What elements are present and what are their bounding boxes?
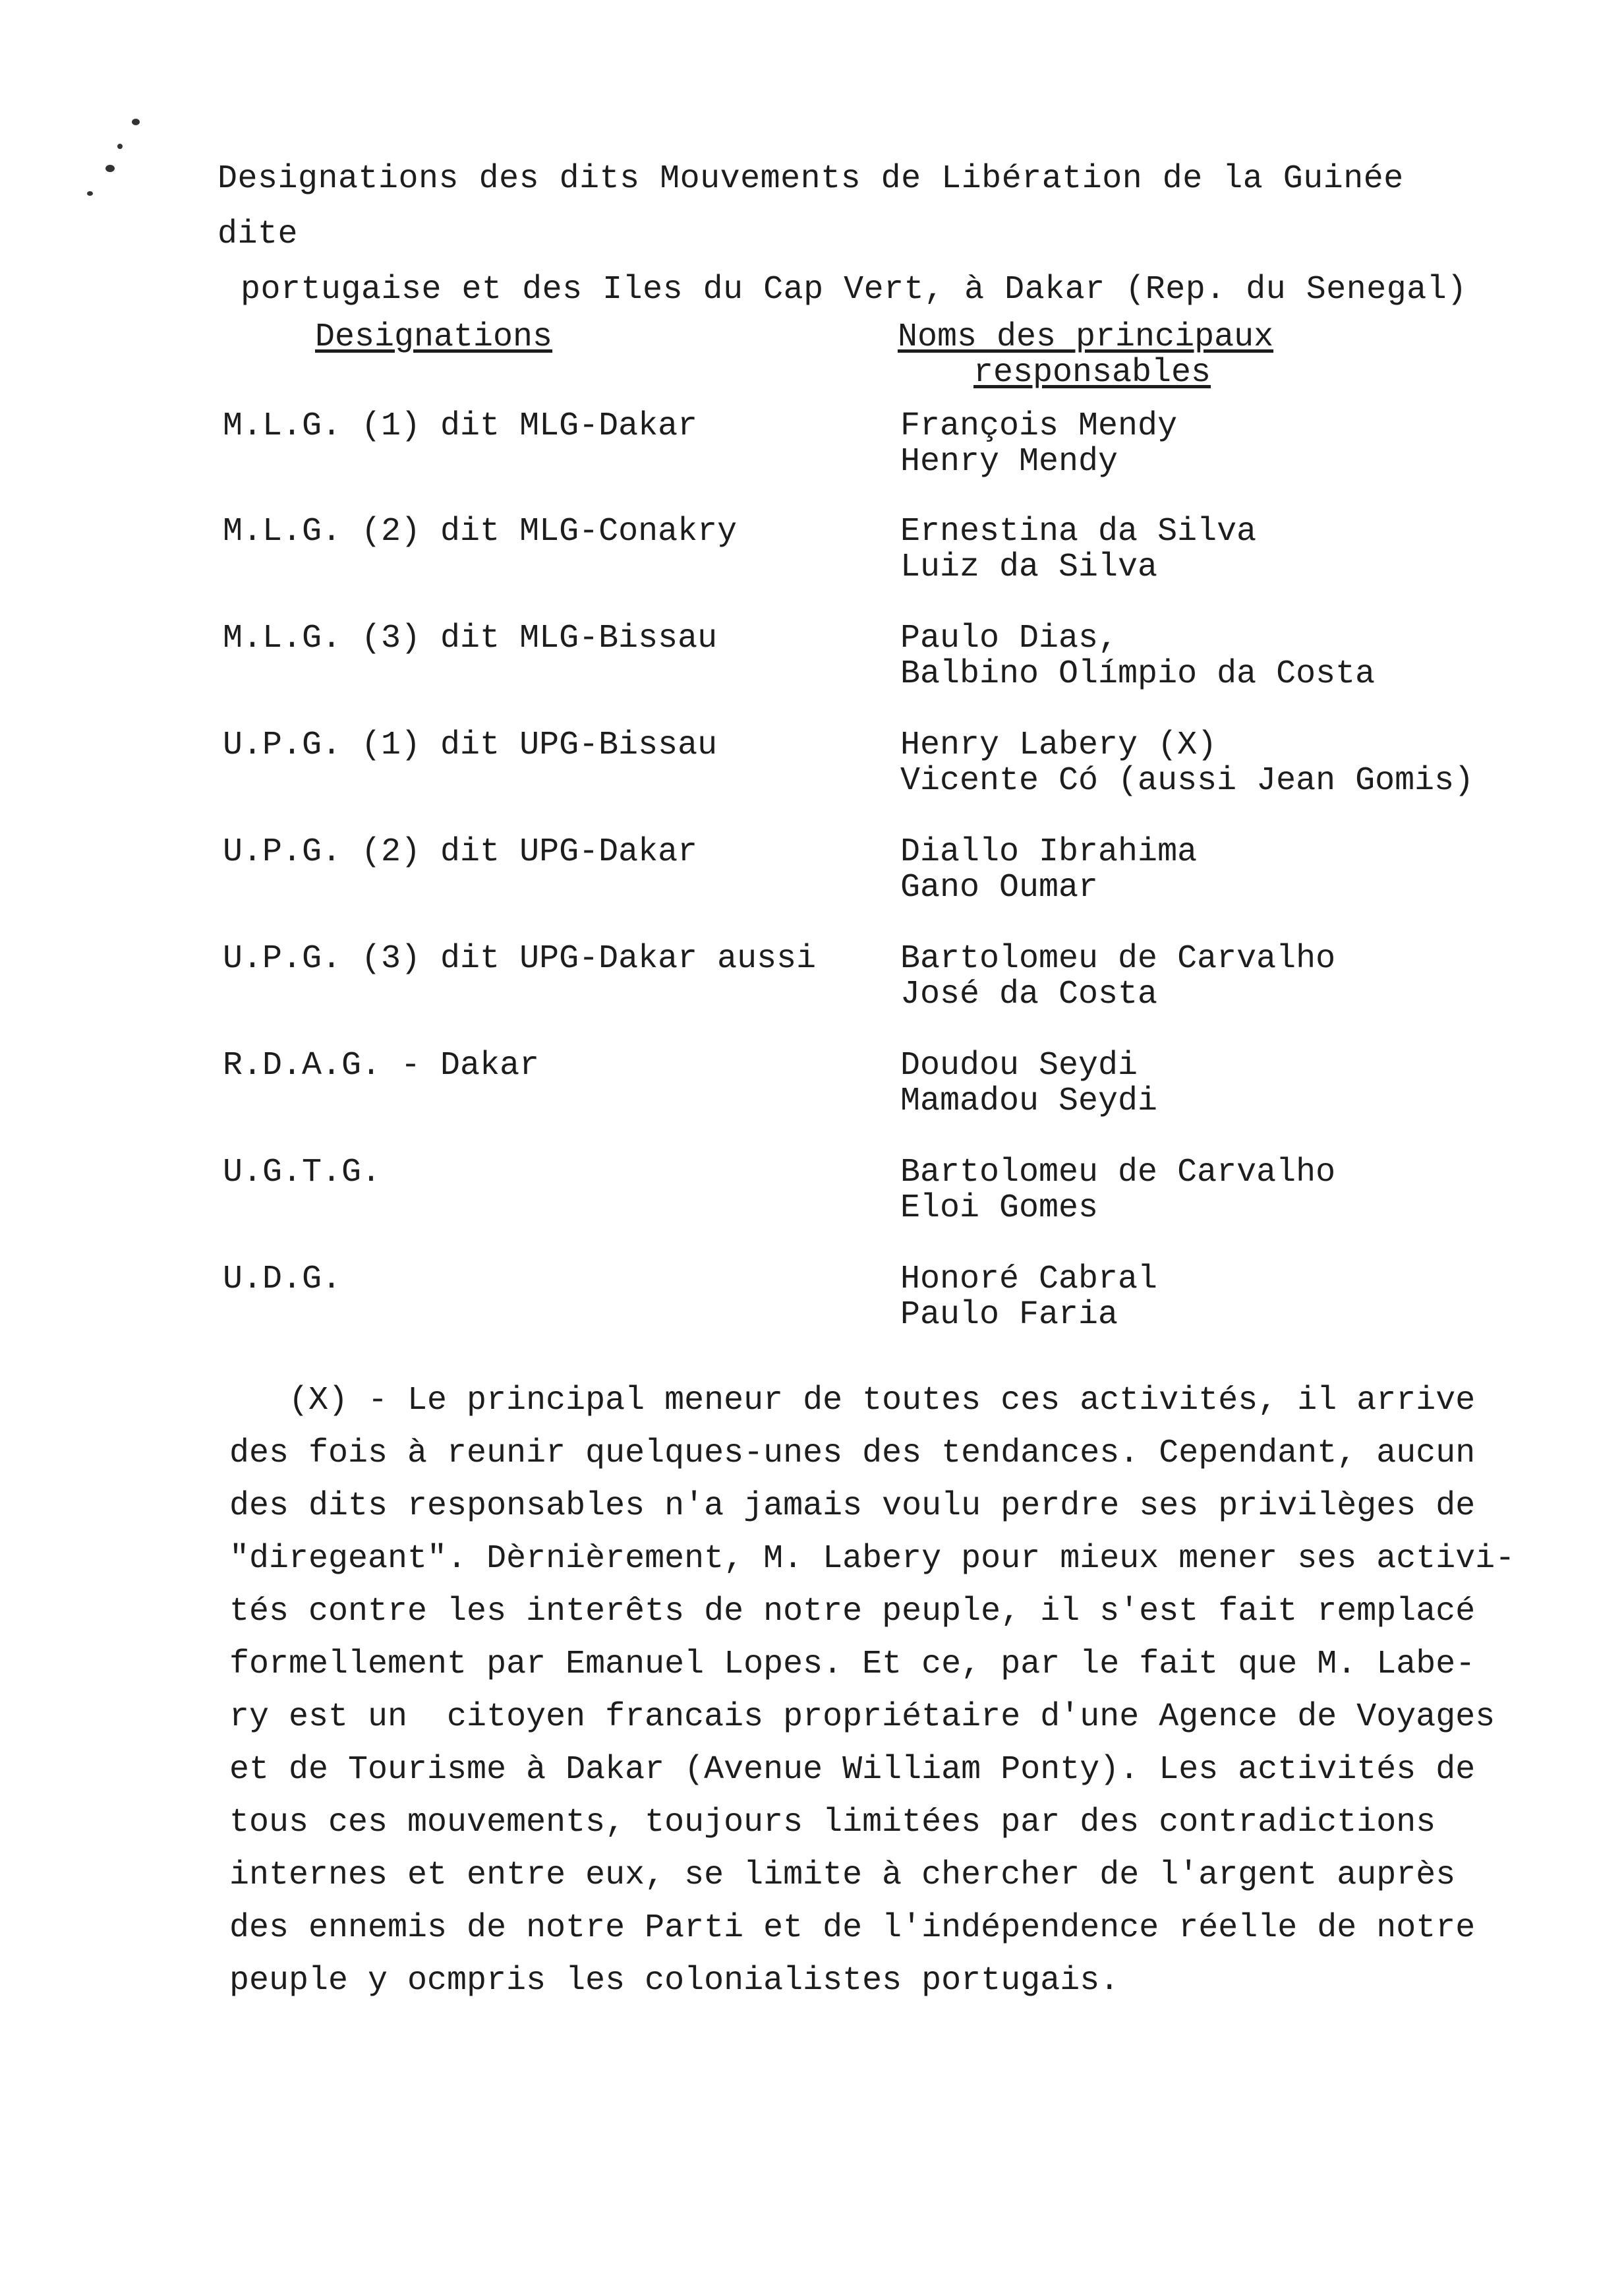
names-cell [900,941,1335,1013]
names-cell [900,514,1256,585]
names-cell [900,835,1197,906]
note-line: internes et entre eux, se limite à chercher de l'argent auprès [229,1857,1456,1894]
designation-cell: U.G.T.G. [223,1154,382,1191]
designation-cell: U.P.G. (1) dit UPG-Bissau [223,727,718,764]
name-line: François Mendy [900,407,1178,445]
names-cell [900,1262,1157,1333]
names-cell [900,409,1177,480]
scan-speck [132,119,140,125]
note-line: des fois à reunir quelques-unes des tendances. Cependant, aucun [229,1435,1476,1472]
note-line: des dits responsables n'a jamais voulu perdre ses privilèges de [229,1487,1476,1525]
note-line: tés contre les interêts de notre peuple, il s'est fait remplacé [229,1593,1476,1630]
title-line-1: Designations des dits Mouvements de Libération de la Guinée dite [218,160,1404,253]
designation-cell: M.L.G. (1) dit MLG-Dakar [223,407,698,445]
name-line: Bartolomeu de Carvalho [900,940,1336,978]
footnote-paragraph [229,1375,1515,2007]
note-line: des ennemis de notre Parti et de l'indépendence réelle de notre [229,1909,1476,1947]
note-line: "diregeant". Dèrnièrement, M. Labery pour mieux mener ses activi- [229,1540,1515,1578]
note-line: tous ces mouvements, toujours limitées par des contradictions [229,1804,1436,1841]
column-header-names-line-1: Noms des principaux [898,318,1274,356]
name-line: Gano Oumar [900,869,1099,907]
name-line: Vicente Có (aussi Jean Gomis) [900,762,1474,800]
document-title [218,152,1503,318]
names-cell [900,621,1375,692]
name-line: Bartolomeu de Carvalho [900,1154,1336,1191]
name-line: Luiz da Silva [900,549,1158,586]
names-cell [900,1048,1157,1119]
names-cell [900,728,1474,799]
name-line: Mamadou Seydi [900,1083,1158,1120]
name-line: Ernestina da Silva [900,513,1257,550]
name-line: Balbino Olímpio da Costa [900,655,1376,693]
designation-cell: U.D.G. [223,1261,342,1298]
note-line: (X) - Le principal meneur de toutes ces activités, il arrive [229,1382,1476,1419]
note-line: formellement par Emanuel Lopes. Et ce, par le fait que M. Labe- [229,1646,1476,1683]
name-line: José da Costa [900,976,1158,1013]
designation-cell: M.L.G. (2) dit MLG-Conakry [223,513,738,550]
scan-speck [87,191,93,196]
name-line: Eloi Gomes [900,1189,1099,1227]
name-line: Doudou Seydi [900,1047,1138,1085]
name-line: Honoré Cabral [900,1261,1158,1298]
scan-speck [117,144,123,149]
names-cell [900,1155,1335,1226]
note-line: et de Tourisme à Dakar (Avenue William Ponty). Les activités de [229,1751,1476,1789]
name-line: Henry Labery (X) [900,727,1217,764]
scan-speck [105,165,115,172]
note-line: ry est un citoyen francais propriétaire d'une Agence de Voyages [229,1698,1495,1736]
name-line: Paulo Dias, [900,620,1118,657]
column-header-names-line-2: responsables [973,354,1211,392]
designation-cell: R.D.A.G. - Dakar [223,1047,540,1085]
column-header-names [898,320,1425,391]
name-line: Diallo Ibrahima [900,833,1198,871]
name-line: Paulo Faria [900,1296,1118,1334]
designation-cell: M.L.G. (3) dit MLG-Bissau [223,620,718,657]
designation-cell: U.P.G. (2) dit UPG-Dakar [223,833,698,871]
title-line-2: portugaise et des Iles du Cap Vert, à Dakar (Rep. du Senegal) [241,271,1467,309]
note-line: peuple y ocmpris les colonialistes portugais. [229,1962,1120,2000]
column-header-designations: Designations [315,318,553,356]
designation-cell: U.P.G. (3) dit UPG-Dakar aussi [223,940,817,978]
name-line: Henry Mendy [900,443,1118,481]
